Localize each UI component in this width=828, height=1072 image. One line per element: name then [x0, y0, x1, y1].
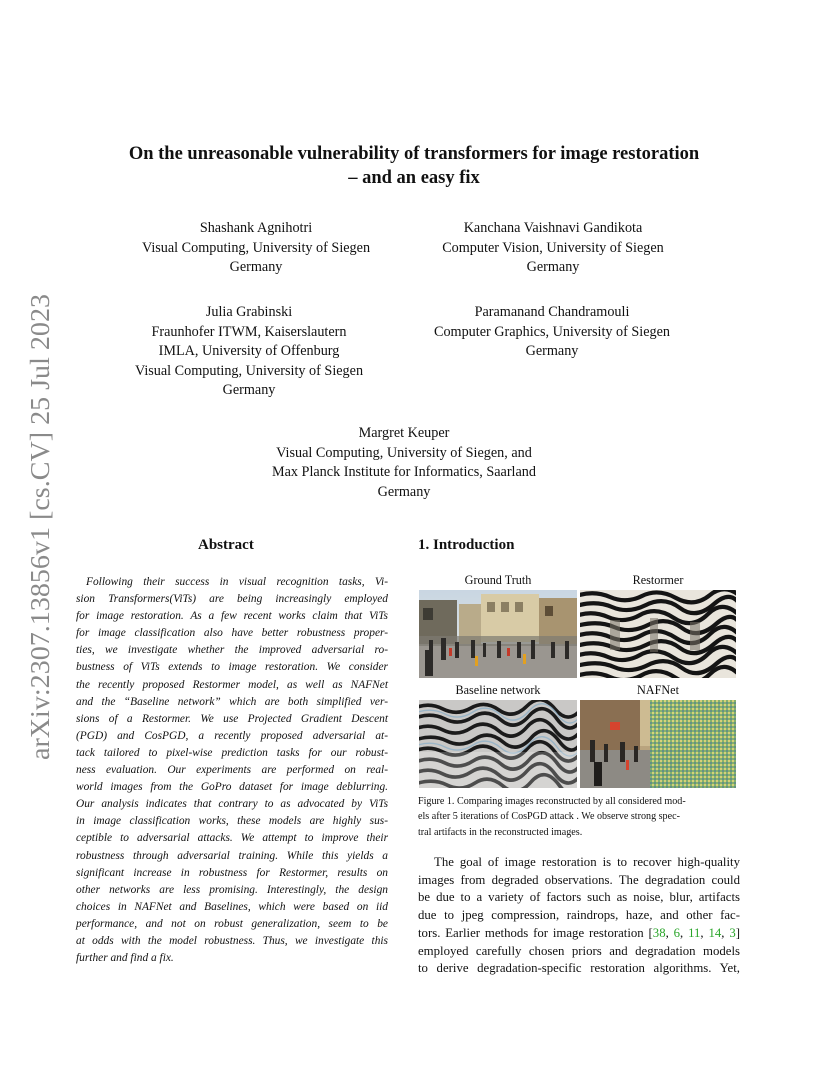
abstract-line: performance, and not on robust generalization, seem to be [76, 917, 388, 930]
author-affiliation: Germany [229, 259, 283, 275]
author-affiliation: Visual Computing, University of Siegen [134, 362, 364, 379]
author-affiliation: IMLA, University of Offenburg [158, 343, 340, 359]
panel-label-baseline: Baseline network [455, 683, 541, 697]
abstract-line: Our analysis indicates that contrary to as advocated by ViTs [76, 798, 388, 811]
abstract-line: bustness of ViTs extends to image restoration. We consider [76, 661, 388, 674]
caption-line: tral artifacts in the reconstructed images. [418, 826, 583, 838]
author-affiliation: Germany [222, 382, 276, 398]
abstract-line: Following their success in visual recognition tasks, Vi- [86, 576, 388, 588]
abstract-line: world images from the GoPro dataset for image deblurring. [76, 781, 388, 794]
author-affiliation: Max Planck Institute for Informatics, Saarland [272, 464, 536, 480]
abstract-line: ties, we investigate whether the improved adversarial ro- [76, 644, 388, 657]
intro-text: tors. Earlier methods for image restoration [ [418, 925, 653, 940]
intro-line: images from degraded observations. The degradation could [418, 872, 740, 887]
abstract-line: sion Transformers(ViTs) are being increasingly employed [76, 593, 388, 606]
abstract-line: (PGD) and CosPGD, a recently proposed adversarial at- [76, 729, 388, 742]
title-line-2: – and an easy fix [348, 168, 480, 188]
author-affiliation: Germany [377, 483, 431, 500]
intro-line-with-citations: tors. Earlier methods for image restoration [38, 6, 11, 14, 3] [418, 925, 740, 940]
intro-text: ] [735, 925, 740, 940]
author-block-1 [116, 219, 396, 278]
arxiv-stamp [24, 292, 58, 762]
abstract-body [76, 574, 388, 967]
panel-label-nafnet: NAFNet [637, 683, 679, 697]
nafnet-image [580, 700, 736, 788]
abstract-line: for image classification also have better robustness proper- [76, 627, 388, 640]
arxiv-stamp-text: arXiv:2307.13856v1 [cs.CV] 25 Jul 2023 [25, 311, 55, 760]
citation-link[interactable]: 3 [729, 925, 736, 940]
abstract-line: at odds with the model robustness. Thus, we investigate this [76, 934, 388, 947]
caption-line: els after 5 iterations of CosPGD attack . We observe strong spec- [418, 811, 680, 823]
section-heading-introduction: 1. Introduction [418, 537, 515, 553]
author-name: Margret Keuper [358, 425, 450, 441]
author-affiliation: Visual Computing, University of Siegen, and [276, 444, 532, 461]
abstract-line: tack tailored to pixel-wise prediction tasks for our robust- [76, 746, 388, 759]
author-name: Kanchana Vaishnavi Gandikota [463, 220, 643, 236]
abstract-heading: Abstract [198, 537, 254, 553]
intro-line: employed carefully chosen priors and degradation models [418, 943, 740, 958]
abstract-line: for image restoration. As a few recent works claim that ViTs [76, 610, 388, 623]
ground-truth-image [419, 590, 577, 678]
paper-title [80, 142, 748, 190]
abstract-line: ceptible to adversarial attacks. We attempt to improve their [76, 832, 388, 845]
introduction-paragraph [418, 854, 740, 978]
abstract-line: ness evaluation. Our experiments are performed on real- [76, 764, 388, 777]
author-name: Julia Grabinski [205, 304, 293, 320]
abstract-line: significant increase in robustness for Restormer, results on [76, 866, 388, 879]
author-affiliation: Computer Vision, University of Siegen [442, 239, 664, 256]
panel-label-restormer: Restormer [632, 573, 684, 587]
author-block-2 [408, 219, 698, 278]
abstract-line: choices in NAFNet and Baselines, which were based on iid [76, 900, 388, 913]
abstract-line: further and find a fix. [76, 952, 174, 965]
caption-line: Figure 1. Comparing images reconstructed by all considered mod- [418, 796, 686, 807]
author-affiliation: Fraunhofer ITWM, Kaiserslautern [151, 323, 347, 340]
abstract-line: robustness through adversarial training. While this yields a [76, 849, 388, 862]
abstract-line: the recently proposed Restormer model, as well as NAFNet [76, 678, 388, 691]
author-affiliation: Germany [526, 259, 580, 275]
figure-1-caption [418, 794, 740, 840]
citation-link[interactable]: 11 [688, 925, 701, 940]
citation-link[interactable]: 38 [652, 925, 666, 940]
citation-link[interactable]: 14 [708, 925, 722, 940]
author-block-4 [406, 303, 698, 362]
panel-label-ground-truth: Ground Truth [464, 573, 532, 587]
abstract-line: other networks are less promising. Interestingly, the design [76, 883, 388, 896]
citation-link[interactable]: 6 [673, 925, 681, 940]
author-block-5 [240, 424, 568, 502]
intro-line: The goal of image restoration is to recover high-quality [434, 855, 740, 869]
author-name: Paramanand Chandramouli [474, 304, 630, 320]
abstract-line: in image classification works, these models are highly sus- [76, 815, 388, 828]
abstract-line: and the “Baseline network” which are both simplified ver- [76, 695, 388, 708]
intro-line: due to jpeg compression, raindrops, haze, and other fac- [418, 908, 740, 923]
intro-line: be due to a variety of factors such as noise, blur, artifacts [418, 890, 740, 905]
author-affiliation: Germany [525, 343, 579, 359]
abstract-line: sions of a Restormer. We use Projected Gradient Descent [76, 712, 388, 725]
author-affiliation: Computer Graphics, University of Siegen [433, 323, 671, 340]
baseline-network-image [419, 700, 577, 788]
author-block-3 [106, 303, 392, 401]
restormer-image [580, 590, 736, 678]
intro-line: to derive degradation-specific restoration algorithms. Yet, [418, 961, 740, 976]
title-line-1: On the unreasonable vulnerability of transformers for image restoration [128, 144, 700, 164]
author-affiliation: Visual Computing, University of Siegen [141, 239, 371, 256]
author-name: Shashank Agnihotri [199, 220, 313, 236]
